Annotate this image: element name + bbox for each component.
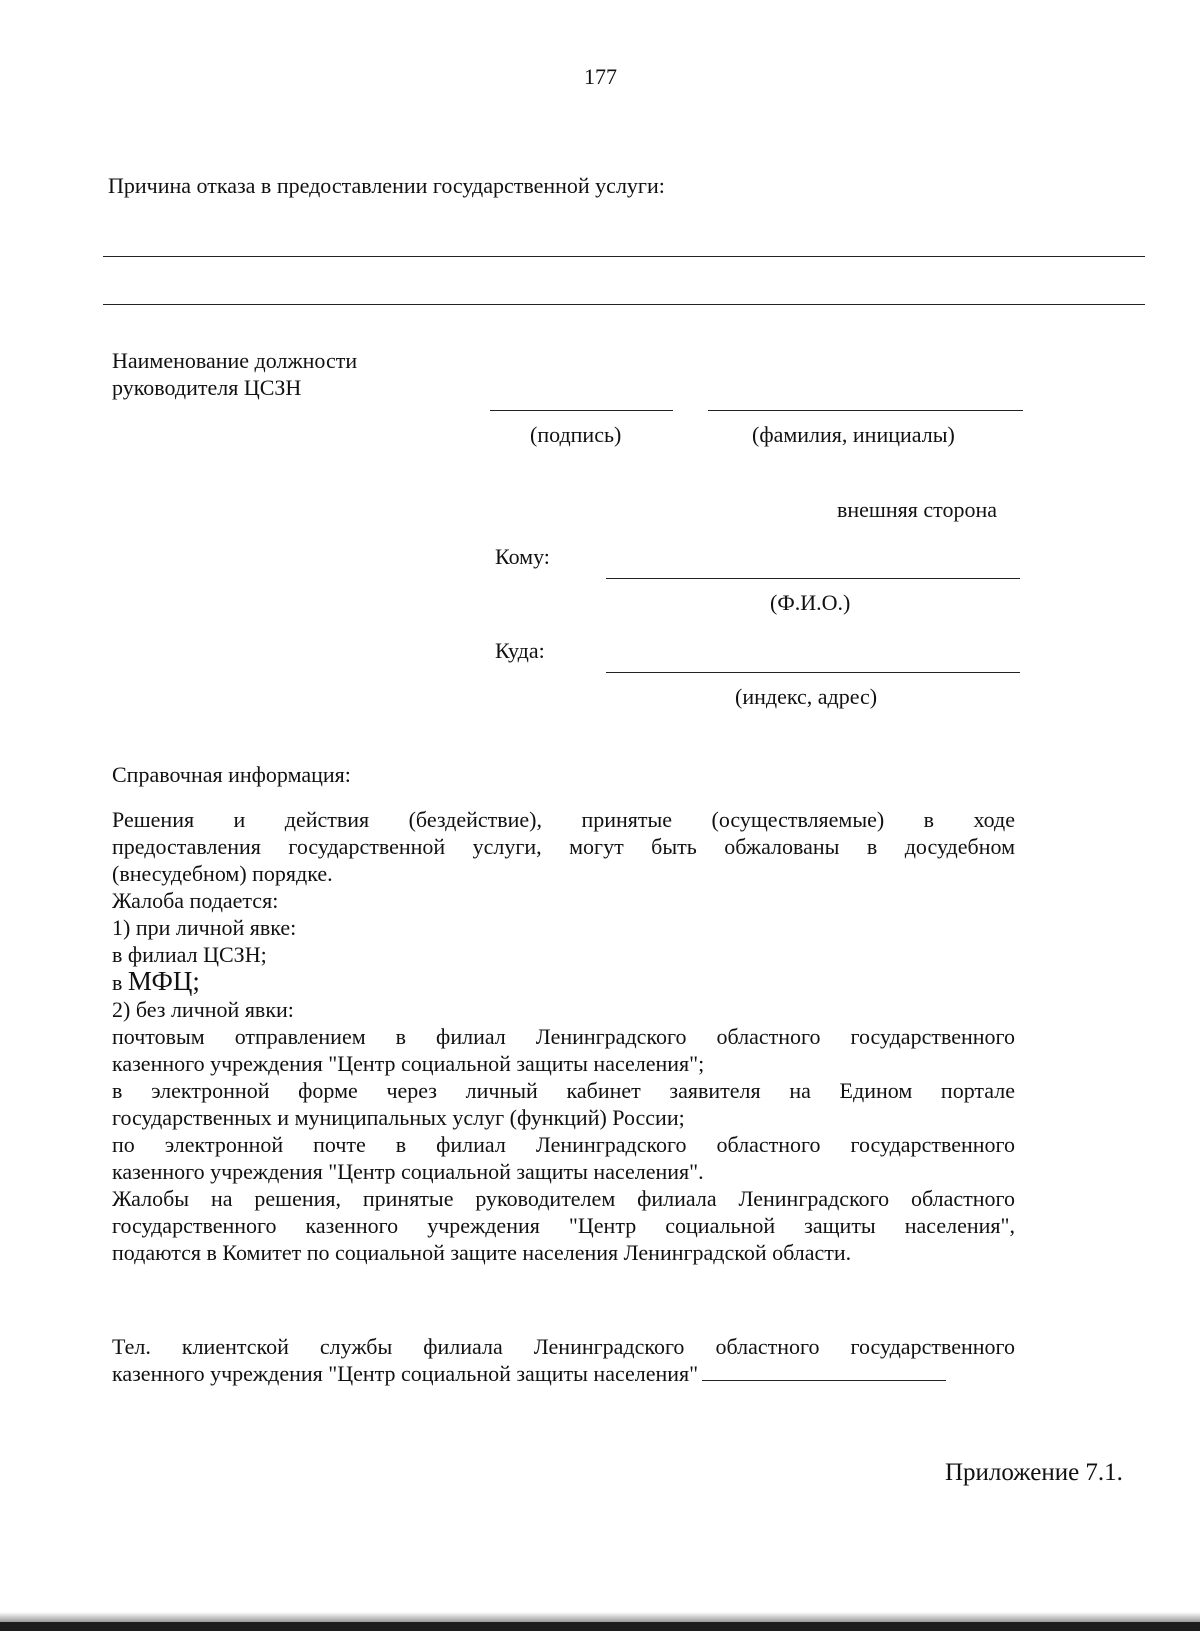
- phone-line2-row: [112, 1360, 1015, 1387]
- refusal-reason-line-2: [103, 304, 1145, 305]
- where-line: [606, 672, 1020, 673]
- signature-line: [490, 410, 673, 411]
- reference-line: государственных и муниципальных услуг (функций) России;: [112, 1105, 685, 1130]
- reference-line: предоставления государственной услуги, могут быть обжалованы в досудебном: [112, 834, 1015, 859]
- phone-block: [112, 1333, 1015, 1387]
- to-line: [606, 578, 1020, 579]
- reference-line: Решения и действия (бездействие), принятые (осуществляемые) в ходе: [112, 807, 1015, 832]
- phone-line1: Тел. клиентской службы филиала Ленинградского областного государственного: [112, 1334, 1015, 1359]
- reference-line: по электронной почте в филиал Ленинградского областного государственного: [112, 1132, 1015, 1157]
- reference-heading: Справочная информация:: [112, 762, 351, 787]
- phone-line2: казенного учреждения "Центр социальной защиты населения": [112, 1361, 699, 1386]
- reference-line: Жалоба подается:: [112, 888, 279, 913]
- phone-blank-line: [702, 1362, 946, 1381]
- reference-line: (внесудебном) порядке.: [112, 861, 333, 886]
- signature-caption: (подпись): [530, 422, 622, 447]
- page-number: 177: [584, 64, 617, 89]
- reference-line-mfc-prefix: в: [112, 970, 123, 995]
- reference-line: государственного казенного учреждения "Центр социальной защиты населения",: [112, 1213, 1015, 1238]
- reference-line: казенного учреждения "Центр социальной защиты населения";: [112, 1051, 705, 1076]
- reference-line: 2) без личной явки:: [112, 997, 294, 1022]
- name-caption: (фамилия, инициалы): [752, 422, 955, 447]
- fio-caption: (Ф.И.О.): [770, 590, 851, 615]
- refusal-reason-line-1: [103, 256, 1145, 257]
- reference-line: почтовым отправлением в филиал Ленинградского областного государственного: [112, 1024, 1015, 1049]
- outer-side-label: внешняя сторона: [837, 497, 998, 522]
- refusal-reason-label: Причина отказа в предоставлении государственной услуги:: [108, 173, 665, 198]
- reference-body: [112, 806, 1015, 1266]
- reference-line: в филиал ЦСЗН;: [112, 942, 267, 967]
- scan-edge: [0, 1622, 1200, 1631]
- reference-line-mfc-text: МФЦ;: [127, 966, 200, 996]
- name-line: [708, 410, 1023, 411]
- position-title-line1: Наименование должности: [112, 348, 358, 373]
- address-caption: (индекс, адрес): [735, 684, 878, 709]
- reference-line: в электронной форме через личный кабинет заявителя на Едином портале: [112, 1078, 1015, 1103]
- position-title-line2: руководителя ЦСЗН: [112, 375, 302, 400]
- appendix-label: Приложение 7.1.: [945, 1459, 1123, 1486]
- reference-line: казенного учреждения "Центр социальной защиты населения".: [112, 1159, 704, 1184]
- reference-line-mfc: [112, 968, 1015, 996]
- to-label: Кому:: [495, 544, 550, 569]
- reference-line: подаются в Комитет по социальной защите населения Ленинградской области.: [112, 1240, 852, 1265]
- scan-edge-shadow: [0, 1612, 1200, 1622]
- reference-line: 1) при личной явке:: [112, 915, 297, 940]
- where-label: Куда:: [495, 638, 545, 663]
- reference-line: Жалобы на решения, принятые руководителем филиала Ленинградского областного: [112, 1186, 1015, 1211]
